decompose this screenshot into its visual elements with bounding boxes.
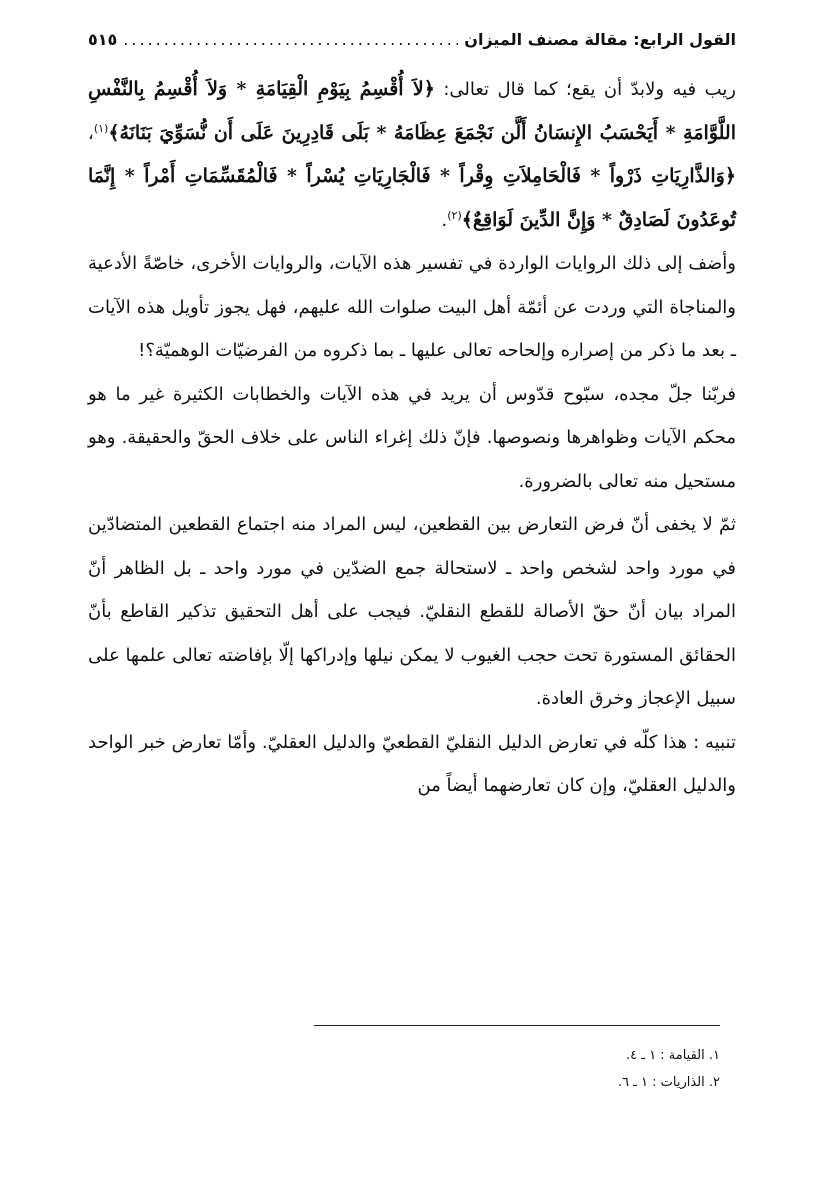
paragraph: فربّنا جلّ مجده، سبّوح قدّوس أن يريد في هذه الآيات والخطابات الكثيرة غير ما هو محكم الآيات وظواهرها ونصوصها. فإنّ ذلك إغراء الناس على خلاف الحقّ والحقيقة. وهو مستحيل منه تعالى بالضرورة. [88,383,736,492]
page-number: ٥١٥ [88,30,118,49]
quran-verse-dhariyat: ﴿وَالذَّارِيَاتِ ذَرْواً * فَالْحَامِلاَتِ وِقْراً * فَالْجَارِيَاتِ يُسْراً * فَالْمُقَسِّمَاتِ أَمْراً * إِنَّمَا تُوعَدُونَ لَصَادِقٌ * وَإِنَّ الدِّينَ لَوَاقِعٌ﴾ [88,165,736,231]
header-leader-dots [123,30,458,49]
book-page [88,30,736,808]
paragraph-note: تنبيه : هذا كلّه في تعارض الدليل النقليّ القطعيّ والدليل العقليّ. وأمّا تعارض خبر الواحد والدليل العقليّ، وإن كان تعارضهما أيضاً من [88,731,736,796]
footnotes [300,1042,720,1096]
sentence-end: . [441,209,448,231]
main-text [88,68,736,808]
quran-verse-qiyama: ﴿لاَ أُقْسِمُ بِيَوْمِ الْقِيَامَةِ * وَلاَ أُقْسِمُ بِالنَّفْسِ اللَّوَّامَةِ * أَيَحْسَبُ الإِنسَانُ أَلَّن نَجْمَعَ عِظَامَهُ * بَلَى قَادِرِينَ عَلَى أَن نُّسَوِّيَ بَنَانَهُ﴾ [88,78,736,144]
running-header [88,30,736,66]
header-title: القول الرابع: مقالة مصنف الميزان [464,30,736,49]
paragraph: ثمّ لا يخفى أنّ فرض التعارض بين القطعين، ليس المراد منه اجتماع القطعين المتضادّين في مورد واحد لشخص واحد ـ لاستحالة جمع الضدّين في مورد واحد ـ بل الظاهر أنّ المراد بيان أنّ حقّ الأصالة للقطع النقليّ. فيجب على أهل التحقيق تذكير القاطع بأنّ الحقائق المستورة تحت حجب الغيوب لا يمكن نيلها وإدراكها إلّا بإفاضته تعالى علمها على سبيل الإعجاز وخرق العادة. [88,514,736,709]
footnote-2: ٢. الذاريات : ١ ـ ٦. [617,1075,720,1090]
footnote-reference-2: (٢) [447,208,462,222]
paragraph-text: ريب فيه ولابدّ أن يقع؛ كما قال تعالى: [434,79,736,100]
footnote-reference-1: (١) [93,121,109,135]
paragraph: وأضف إلى ذلك الروايات الواردة في تفسير هذه الآيات، والروايات الأخرى، خاصّةً الأدعية والمناجاة التي وردت عن أئمّة أهل البيت صلوات الله عليهم، فهل يجوز تأويل هذه الآيات ـ بعد ما ذكر من إصراره وإلحاحه تعالى عليها ـ بما ذكروه من الفرضيّات الوهميّة؟! [88,253,736,361]
footnote-1: ١. القيامة : ١ ـ ٤. [625,1048,720,1063]
footnote-divider [314,1025,720,1026]
paragraph-quran-verses [88,68,736,242]
verse-separator: ، [88,122,94,144]
